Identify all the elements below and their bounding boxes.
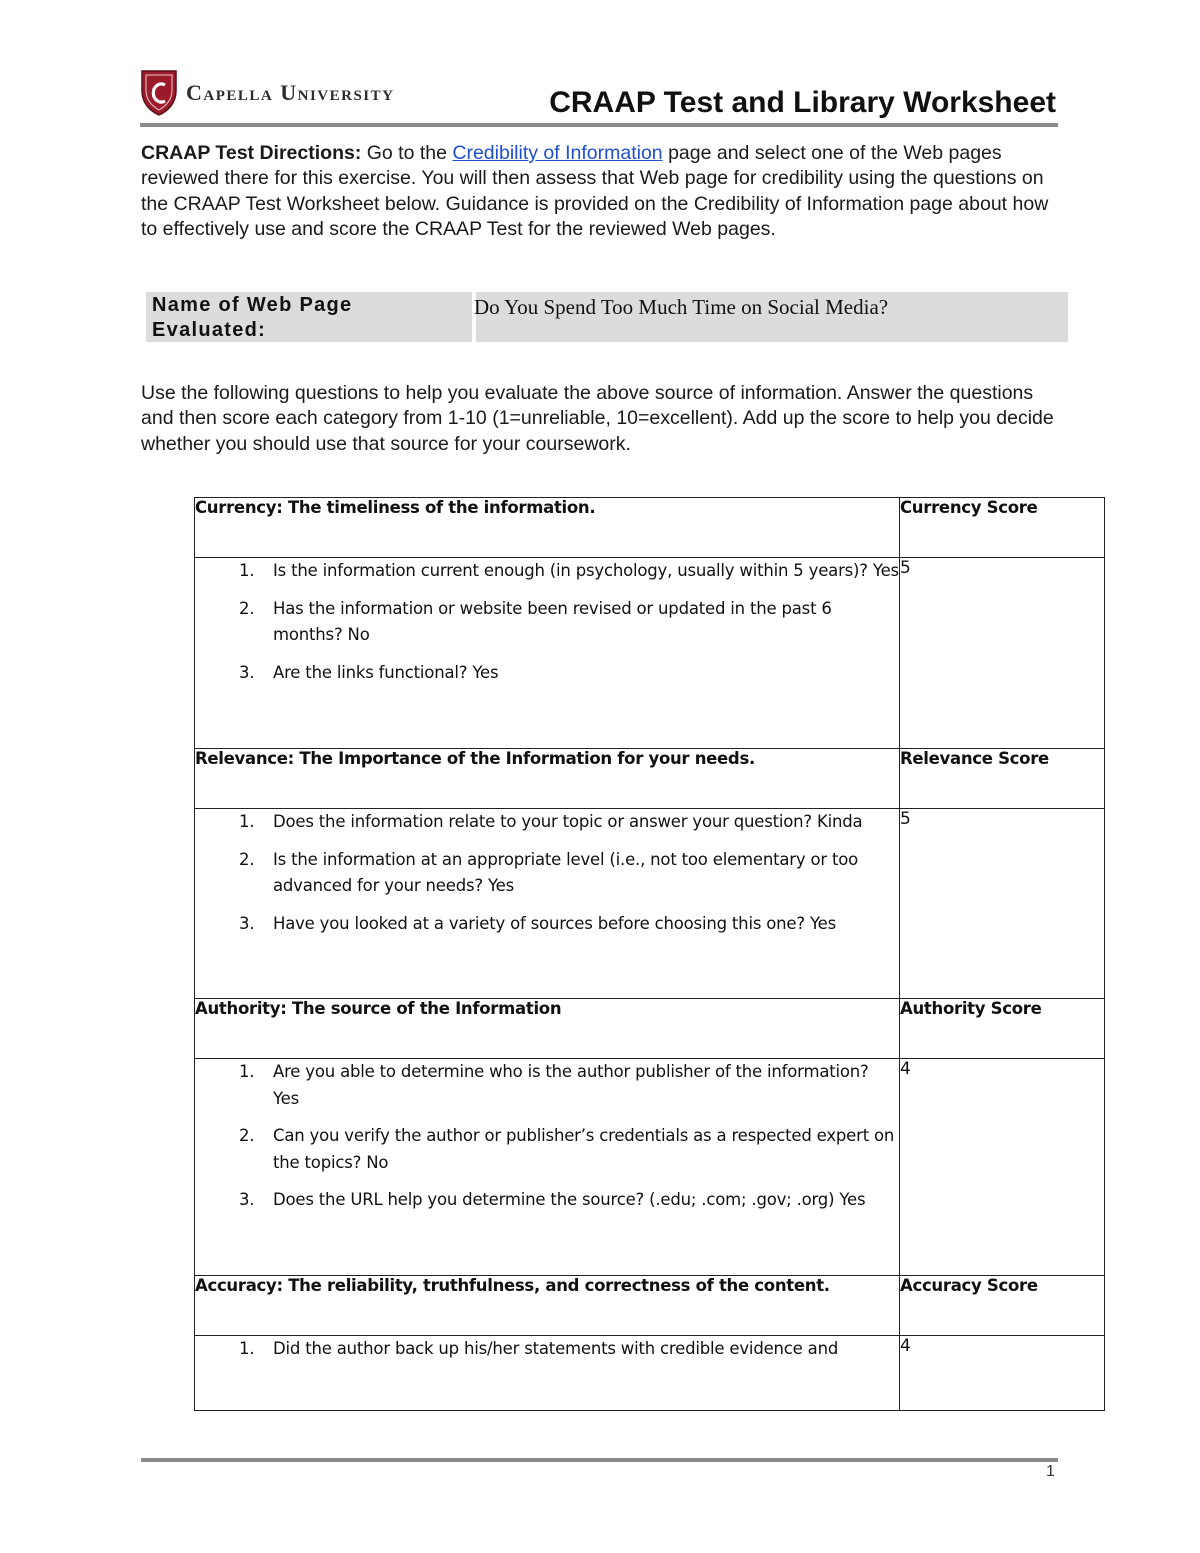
relevance-score-cell[interactable]: 5 <box>900 809 1105 999</box>
question-item <box>195 1123 899 1176</box>
question-list <box>195 558 899 686</box>
question-item <box>195 809 899 836</box>
category-title: Currency: The timeliness of the information. <box>195 498 900 558</box>
question-text: Is the information current enough (in psychology, usually within 5 years)? Yes <box>273 561 899 580</box>
question-text: Are the links functional? Yes <box>273 662 499 682</box>
category-title: Accuracy: The reliability, truthfulness, and correctness of the content. <box>195 1276 900 1336</box>
question-item <box>195 1336 899 1363</box>
score-title: Currency Score <box>900 498 1105 558</box>
question-text: Has the information or website been revised or updated in the past 6 months? No <box>273 598 832 644</box>
logo-text: Capella University <box>186 80 395 105</box>
score-title: Accuracy Score <box>900 1276 1105 1336</box>
question-item <box>195 847 899 900</box>
instructions-paragraph: Use the following questions to help you evaluate the above source of information. Answer the questions and then score each category from 1-10 (1=unreliable, 10=excellent). Add up the score to help you decide whether you should use that source for your coursework. <box>141 382 1054 455</box>
question-number: 1. <box>239 1339 255 1358</box>
category-title: Authority: The source of the Information <box>195 999 900 1059</box>
question-text: Does the URL help you determine the source? (.edu; .com; .gov; .org) Yes <box>273 1190 866 1209</box>
category-header-row <box>195 999 1105 1059</box>
directions-lead: CRAAP Test Directions: <box>141 142 362 164</box>
question-number: 1. <box>239 1062 255 1081</box>
evaluated-page-label: Name of Web Page Evaluated: <box>146 292 472 342</box>
authority-score-cell[interactable]: 4 <box>900 1059 1105 1276</box>
question-list <box>195 1059 899 1214</box>
category-body-row <box>195 1059 1105 1276</box>
directions-paragraph <box>141 141 1056 242</box>
category-title: Relevance: The Importance of the Information for your needs. <box>195 749 900 809</box>
question-text: Did the author back up his/her statements with credible evidence and <box>273 1339 839 1358</box>
question-list-cell <box>195 1059 900 1276</box>
directions-text-before-link: Go to the <box>361 142 453 164</box>
question-list-cell <box>195 558 900 749</box>
category-body-row <box>195 809 1105 999</box>
question-text: Can you verify the author or publisher’s credentials as a respected expert on the topics? No <box>273 1126 895 1172</box>
question-text: Are you able to determine who is the author publisher of the information? Yes <box>273 1062 869 1108</box>
question-number: 2. <box>239 1126 255 1145</box>
question-number: 1. <box>239 561 255 580</box>
accuracy-score-cell[interactable]: 4 <box>900 1336 1105 1411</box>
header-divider <box>140 123 1058 127</box>
question-item <box>195 596 899 649</box>
credibility-link[interactable]: Credibility of Information <box>452 142 663 164</box>
craap-table <box>194 497 1105 1411</box>
evaluated-page-value: Do You Spend Too Much Time on Social Media? <box>474 295 889 319</box>
document-header <box>140 66 1058 128</box>
question-number: 3. <box>239 662 255 682</box>
evaluated-page-table <box>146 292 1068 342</box>
question-text: Is the information at an appropriate level (i.e., not too elementary or too advanced for your needs? Yes <box>273 849 859 895</box>
category-body-row <box>195 558 1105 749</box>
category-header-row <box>195 749 1105 809</box>
score-title: Relevance Score <box>900 749 1105 809</box>
document-title: CRAAP Test and Library Worksheet <box>549 86 1056 119</box>
question-number: 3. <box>239 1190 255 1209</box>
page-number: 1 <box>1046 1463 1055 1480</box>
question-list <box>195 1336 899 1363</box>
university-logo <box>140 68 394 118</box>
category-body-row <box>195 1336 1105 1411</box>
question-number: 3. <box>239 913 255 933</box>
question-item <box>195 558 899 585</box>
question-number: 2. <box>239 849 255 869</box>
evaluated-page-field[interactable] <box>476 292 1068 342</box>
question-list <box>195 809 899 937</box>
question-text: Does the information relate to your topic or answer your question? Kinda <box>273 812 863 831</box>
question-number: 2. <box>239 598 255 618</box>
question-item <box>195 1187 899 1214</box>
category-header-row <box>195 1276 1105 1336</box>
question-item <box>195 911 899 938</box>
footer-divider <box>141 1458 1058 1462</box>
directions-text-after-link: page and select one of the Web pages reviewed there for this exercise. You will then assess that Web page for credibility using the questions on the CRAAP Test Worksheet below. Guidance is provided on the Credibility of Information page about how to effectively use and score the CRAAP Test for the reviewed Web pages. <box>141 142 1049 240</box>
score-title: Authority Score <box>900 999 1105 1059</box>
question-item <box>195 1059 899 1112</box>
question-item <box>195 660 899 687</box>
question-list-cell <box>195 1336 900 1411</box>
question-number: 1. <box>239 812 255 831</box>
shield-icon <box>140 69 178 117</box>
question-text: Have you looked at a variety of sources before choosing this one? Yes <box>273 913 837 933</box>
category-header-row <box>195 498 1105 558</box>
question-list-cell <box>195 809 900 999</box>
currency-score-cell[interactable]: 5 <box>900 558 1105 749</box>
